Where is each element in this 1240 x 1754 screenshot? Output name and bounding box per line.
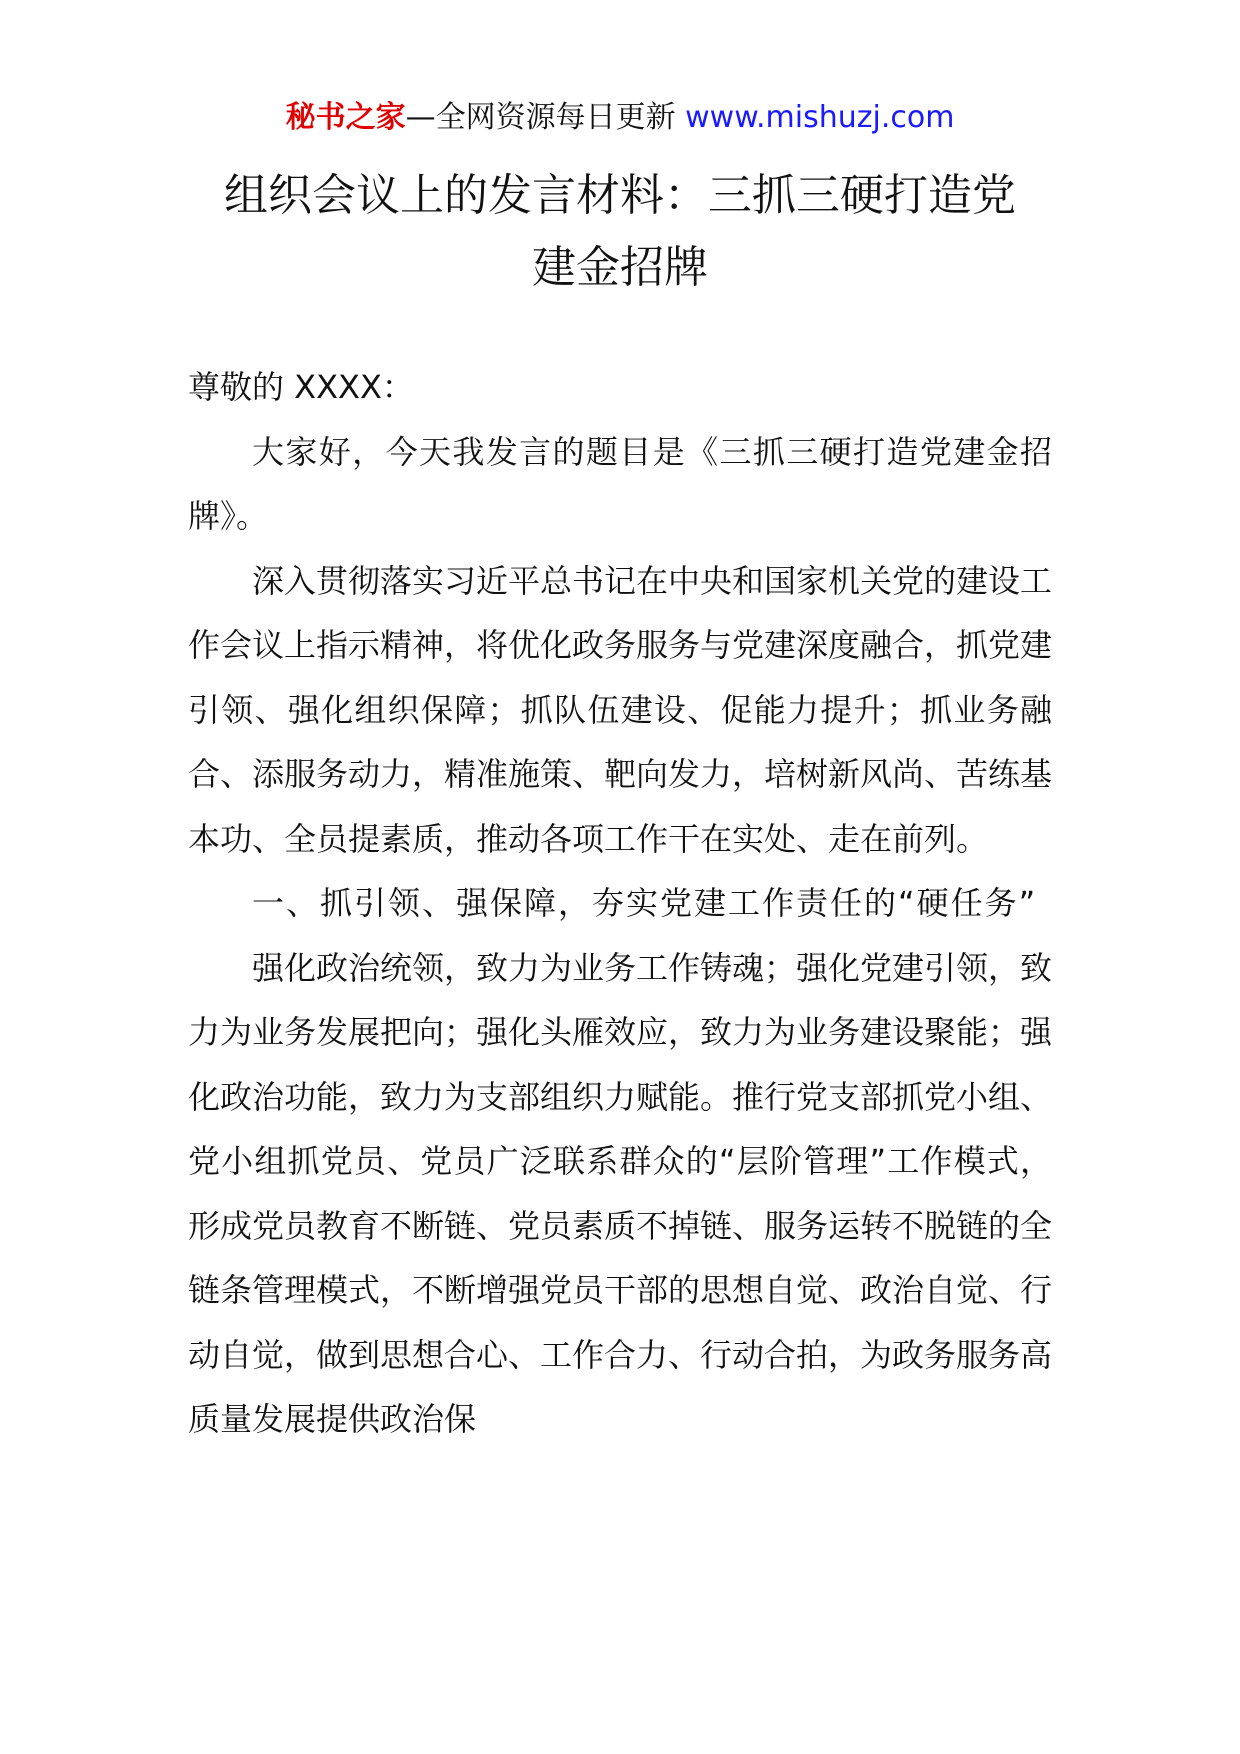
paragraph-intro: 深入贯彻落实习近平总书记在中央和国家机关党的建设工作会议上指示精神，将优化政务服务与党建深度融合，抓党建引领、强化组织保障；抓队伍建设、促能力提升；抓业务融合、添服务动力，精准施策、靶向发力，培树新风尚、苦练基本功、全员提素质，推动各项工作干在实处、走在前列。 bbox=[188, 561, 1053, 858]
document-title bbox=[190, 160, 1050, 304]
document-title-line-2: 建金招牌 bbox=[532, 242, 708, 293]
document-body bbox=[188, 355, 1052, 1452]
brand-name: 秘书之家 bbox=[285, 100, 406, 135]
header-tagline: —全网资源每日更新 bbox=[405, 100, 686, 135]
salutation: 尊敬的 XXXX： bbox=[188, 368, 414, 406]
section-heading-1: 一、抓引领、强保障，夯实党建工作责任的“硬任务” bbox=[252, 884, 1038, 922]
paragraph-greeting: 大家好，今天我发言的题目是《三抓三硬打造党建金招牌》。 bbox=[188, 432, 1052, 535]
site-header bbox=[0, 98, 1240, 138]
paragraph-section-1: 强化政治统领，致力为业务工作铸魂；强化党建引领，致力为业务发展把向；强化头雁效应，致力为业务建设聚能；强化政治功能，致力为支部组织力赋能。推行党支部抓党小组、党小组抓党员、党员广泛联系群众的“层阶管理”工作模式，形成党员教育不断链、党员素质不掉链、服务运转不脱链的全链条管理模式，不断增强党员干部的思想自觉、政治自觉、行动自觉，做到思想合心、工作合力、行动合拍，为政务服务高质量发展提供政治保 bbox=[188, 948, 1053, 1438]
document-title-line-1: 组织会议上的发言材料：三抓三硬打造党 bbox=[224, 170, 1016, 221]
site-url-link[interactable]: www.mishuzj.com bbox=[685, 100, 955, 135]
